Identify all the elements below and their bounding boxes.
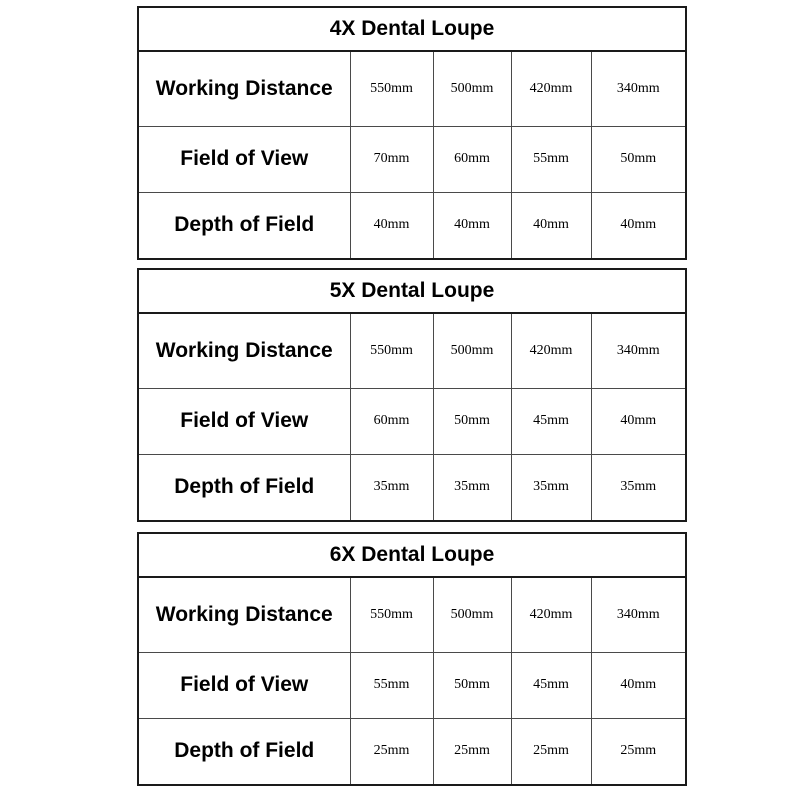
row-label-field-of-view: Field of View [138, 388, 350, 454]
row-label-depth-of-field: Depth of Field [138, 192, 350, 259]
value-cell: 550mm [350, 577, 433, 652]
value-cell: 25mm [511, 718, 591, 785]
value-cell: 70mm [350, 126, 433, 192]
value-cell: 340mm [591, 577, 686, 652]
table-row [138, 577, 686, 652]
loupe-spec-table-5x [137, 268, 687, 522]
value-cell: 40mm [350, 192, 433, 259]
value-cell: 40mm [591, 192, 686, 259]
row-label-depth-of-field: Depth of Field [138, 718, 350, 785]
value-cell: 35mm [511, 454, 591, 521]
table-row [138, 51, 686, 126]
row-label-working-distance: Working Distance [138, 51, 350, 126]
value-cell: 25mm [591, 718, 686, 785]
value-cell: 500mm [433, 577, 511, 652]
value-cell: 25mm [433, 718, 511, 785]
value-cell: 50mm [433, 388, 511, 454]
table-row [138, 313, 686, 388]
value-cell: 40mm [591, 388, 686, 454]
value-cell: 40mm [511, 192, 591, 259]
table-row [138, 454, 686, 521]
row-label-working-distance: Working Distance [138, 577, 350, 652]
value-cell: 60mm [433, 126, 511, 192]
table-title: 6X Dental Loupe [138, 533, 686, 577]
value-cell: 500mm [433, 51, 511, 126]
value-cell: 50mm [591, 126, 686, 192]
value-cell: 40mm [591, 652, 686, 718]
value-cell: 420mm [511, 313, 591, 388]
table-row [138, 652, 686, 718]
row-label-field-of-view: Field of View [138, 652, 350, 718]
value-cell: 550mm [350, 313, 433, 388]
value-cell: 35mm [591, 454, 686, 521]
loupe-spec-table-4x [137, 6, 687, 260]
value-cell: 35mm [433, 454, 511, 521]
table-title: 4X Dental Loupe [138, 7, 686, 51]
value-cell: 500mm [433, 313, 511, 388]
loupe-spec-table-6x [137, 532, 687, 786]
value-cell: 45mm [511, 652, 591, 718]
table-row [138, 126, 686, 192]
row-label-field-of-view: Field of View [138, 126, 350, 192]
row-label-working-distance: Working Distance [138, 313, 350, 388]
value-cell: 40mm [433, 192, 511, 259]
value-cell: 340mm [591, 51, 686, 126]
value-cell: 55mm [350, 652, 433, 718]
row-label-depth-of-field: Depth of Field [138, 454, 350, 521]
value-cell: 35mm [350, 454, 433, 521]
value-cell: 340mm [591, 313, 686, 388]
value-cell: 550mm [350, 51, 433, 126]
value-cell: 420mm [511, 577, 591, 652]
table-row [138, 192, 686, 259]
table-row [138, 388, 686, 454]
value-cell: 25mm [350, 718, 433, 785]
value-cell: 420mm [511, 51, 591, 126]
table-title: 5X Dental Loupe [138, 269, 686, 313]
value-cell: 60mm [350, 388, 433, 454]
value-cell: 55mm [511, 126, 591, 192]
value-cell: 45mm [511, 388, 591, 454]
value-cell: 50mm [433, 652, 511, 718]
table-row [138, 718, 686, 785]
